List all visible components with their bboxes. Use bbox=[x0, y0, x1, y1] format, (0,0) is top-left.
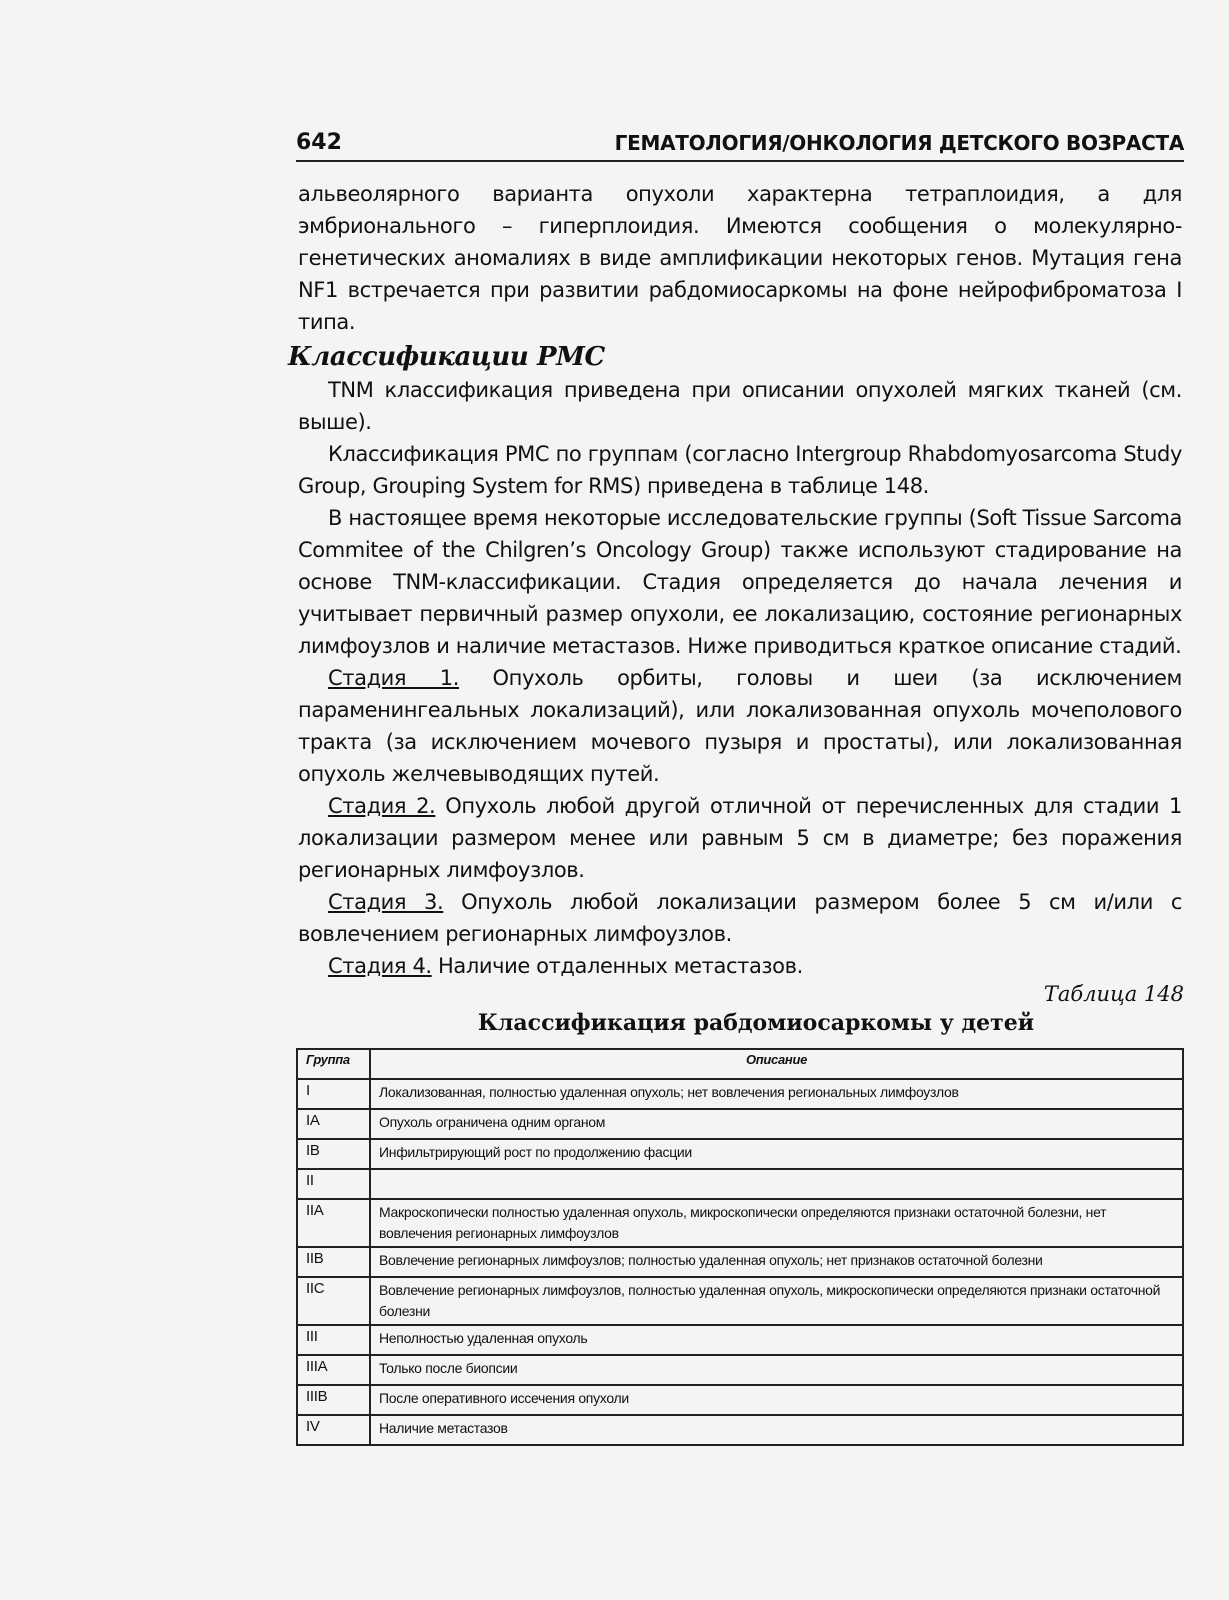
group-cell: IIA bbox=[297, 1199, 370, 1247]
group-cell: I bbox=[297, 1079, 370, 1109]
stage-3-label: Стадия 3. bbox=[328, 890, 444, 914]
description-cell bbox=[370, 1169, 1183, 1199]
description-cell: Вовлечение регионарных лимфоузлов; полностью удаленная опухоль; нет признаков остаточной болезни bbox=[370, 1247, 1183, 1277]
group-cell: III bbox=[297, 1325, 370, 1355]
group-cell: IB bbox=[297, 1139, 370, 1169]
stage-4-text: Наличие отдаленных метастазов. bbox=[431, 954, 803, 978]
body-text bbox=[288, 178, 1183, 982]
stage-3-text: Опухоль любой локализации размером более 5 см и/или с вовлечением регионарных лимфоузлов. bbox=[298, 890, 1182, 946]
table-row bbox=[297, 1139, 1183, 1169]
group-cell: II bbox=[297, 1169, 370, 1199]
group-cell: IIB bbox=[297, 1247, 370, 1277]
description-cell: Опухоль ограничена одним органом bbox=[370, 1109, 1183, 1139]
running-title: ГЕМАТОЛОГИЯ/ОНКОЛОГИЯ ДЕТСКОГО ВОЗРАСТА bbox=[614, 131, 1184, 155]
table-row bbox=[297, 1385, 1183, 1415]
table-row bbox=[297, 1079, 1183, 1109]
group-cell: IIIA bbox=[297, 1355, 370, 1385]
stage-2-text: Опухоль любой другой отличной от перечисленных для стадии 1 локализации размером менее или равным 5 см в диаметре; без поражения регионарных лимфоузлов. bbox=[298, 794, 1182, 882]
stage-3-paragraph bbox=[298, 886, 1182, 950]
description-cell: После оперативного иссечения опухоли bbox=[370, 1385, 1183, 1415]
description-cell: Вовлечение регионарных лимфоузлов, полностью удаленная опухоль, микроскопически определяются признаки остаточной болезни bbox=[370, 1277, 1183, 1325]
group-cell: IV bbox=[297, 1415, 370, 1445]
group-cell: IIIB bbox=[297, 1385, 370, 1415]
paragraph-groups: Классификация РМС по группам (согласно Intergroup Rhabdomyosarcoma Study Group, Grouping System for RMS) приведена в таблице 148. bbox=[298, 442, 1182, 498]
stage-1-text: Опухоль орбиты, головы и шеи (за исключением параменингеальных локализаций), или локализованная опухоль мочеполового тракта (за исключением мочевого пузыря и простаты), или локализованная опухоль желчевыводящих путей. bbox=[298, 666, 1183, 786]
table-row bbox=[297, 1277, 1183, 1325]
stage-4-label: Стадия 4. bbox=[328, 954, 432, 978]
table-row bbox=[297, 1325, 1183, 1355]
stage-1-paragraph bbox=[298, 662, 1182, 790]
table-title: Классификация рабдомиосаркомы у детей bbox=[477, 1010, 1035, 1036]
table-header-row bbox=[297, 1049, 1183, 1079]
table-caption: Таблица 148 bbox=[1043, 982, 1184, 1006]
paragraph-intro: альвеолярного варианта опухоли характерна тетраплоидия, а для эмбрионального – гиперплоидия. Имеются сообщения о молекулярно-генетических аномалиях в виде амплификации некоторых генов. Мутация гена NF1 встречается при развитии рабдомиосаркомы на фоне нейрофиброматоза I типа. bbox=[298, 182, 1182, 334]
column-header-group: Группа bbox=[297, 1049, 370, 1079]
description-cell: Наличие метастазов bbox=[370, 1415, 1183, 1445]
paragraph-tnm: TNM классификация приведена при описании опухолей мягких тканей (см. выше). bbox=[298, 378, 1182, 434]
description-cell: Только после биопсии bbox=[370, 1355, 1183, 1385]
page-number: 642 bbox=[296, 130, 342, 155]
group-cell: IIC bbox=[297, 1277, 370, 1325]
table-row bbox=[297, 1355, 1183, 1385]
section-heading: Классификации РМС bbox=[288, 342, 605, 372]
description-cell: Инфильтрирующий рост по продолжению фасции bbox=[370, 1139, 1183, 1169]
stage-2-label: Стадия 2. bbox=[328, 794, 436, 818]
table-row bbox=[297, 1199, 1183, 1247]
stage-1-label: Стадия 1. bbox=[328, 666, 459, 690]
description-cell: Макроскопически полностью удаленная опухоль, микроскопически определяются признаки остаточной болезни, нет вовлечения регионарных лимфоузлов bbox=[370, 1199, 1183, 1247]
column-header-description: Описание bbox=[370, 1049, 1183, 1079]
table-row bbox=[297, 1169, 1183, 1199]
running-header bbox=[296, 124, 1184, 162]
stage-4-paragraph bbox=[298, 950, 1182, 982]
description-cell: Локализованная, полностью удаленная опухоль; нет вовлечения региональных лимфоузлов bbox=[370, 1079, 1183, 1109]
table-row bbox=[297, 1109, 1183, 1139]
paragraph-staging: В настоящее время некоторые исследовательские группы (Soft Tissue Sarcoma Commitee of the Chilgren’s Oncology Group) также используют стадирование на основе TNM-классификации. Стадия определяется до начала лечения и учитывает первичный размер опухоли, ее локализацию, состояние регионарных лимфоузлов и наличие метастазов. Ниже приводиться краткое описание стадий. bbox=[298, 506, 1182, 658]
classification-table bbox=[296, 1048, 1184, 1446]
description-cell: Неполностью удаленная опухоль bbox=[370, 1325, 1183, 1355]
table-row bbox=[297, 1247, 1183, 1277]
group-cell: IA bbox=[297, 1109, 370, 1139]
stage-2-paragraph bbox=[298, 790, 1182, 886]
table-row bbox=[297, 1415, 1183, 1445]
